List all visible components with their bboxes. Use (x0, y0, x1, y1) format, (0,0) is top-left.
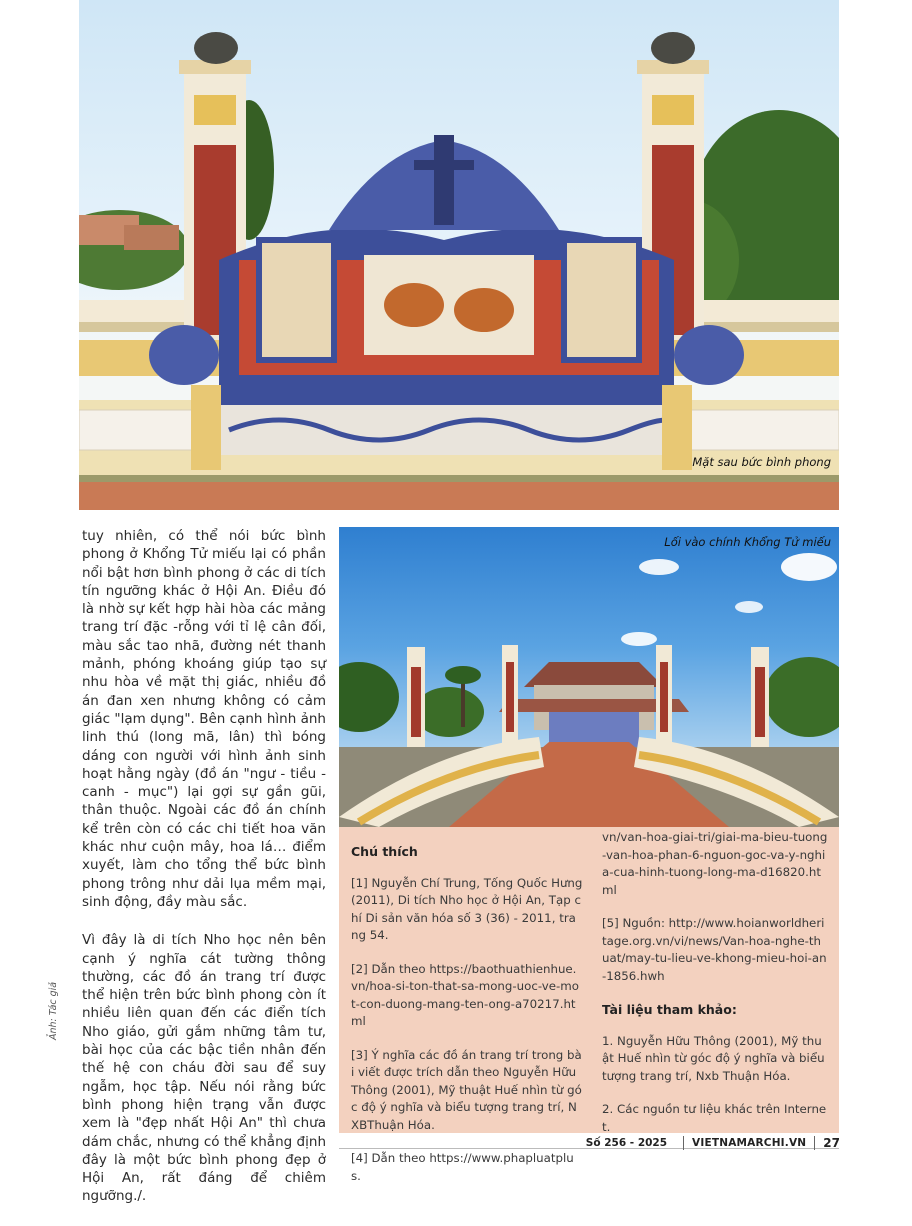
notes-heading: Chú thích (351, 844, 418, 859)
footer-separator (814, 1136, 815, 1150)
article-paragraph: Vì đây là di tích Nho học nên bên cạnh ý nghĩa cát tường thông thường, các đồ án trang trí được thể hiện trên bức bình phong còn ít nhiều liên quan đến các điển tích Nho giáo, gửi gắm những tâm tư, bài học của các bậc tiền nhân đến thế hệ con cháu đời sau để suy ngẫm, học tập. Nếu nói rằng bức bình phong hiện trạng vẫn được xem là "đẹp nhất Hội An" thì chưa dám chắc, nhưng có thể khẳng định đây là một bức bình phong đẹp ở Hội An, rất đáng để chiêm ngưỡng./. (82, 932, 326, 1205)
references-heading: Tài liệu tham khảo: (602, 1002, 737, 1017)
reference-item: 2. Các nguồn tư liệu khác trên Internet. (602, 1102, 827, 1134)
notes-right-column (602, 829, 828, 1152)
issue-number: Số 256 - 2025 (585, 1137, 668, 1149)
reference-item: 1. Nguyễn Hữu Thông (2001), Mỹ thuật Huế nhìn từ góc độ ý nghĩa và biểu tượng trang trí, Nxb Thuận Hóa. (602, 1033, 825, 1083)
temple-entrance-illustration (339, 527, 839, 827)
magazine-brand: VIETNAMARCHI.VN (692, 1137, 807, 1149)
right-photo-temple-entrance (339, 527, 839, 827)
page-number: 27 (823, 1136, 840, 1150)
footer-separator (683, 1136, 684, 1150)
note-item: vn/van-hoa-giai-tri/giai-ma-bieu-tuong-van-hoa-phan-6-nguon-goc-va-y-nghia-cua-hinh-tuong-long-ma-d16820.html (602, 830, 828, 897)
note-item: [1] Nguyễn Chí Trung, Tống Quốc Hưng (2011), Di tích Nho học ở Hội An, Tạp chí Di sản văn hóa số 3 (36) - 2011, trang 54. (351, 875, 583, 942)
note-item: [5] Nguồn: http://www.hoianworldheritage.org.vn/vi/news/Van-hoa-nghe-thuat/may-tu-lieu-ve-khong-mieu-hoi-an-1856.hwh (602, 916, 827, 983)
page-footer (586, 1136, 840, 1150)
note-item: [3] Ý nghĩa các đồ án trang trí trong bài viết được trích dẫn theo Nguyễn Hữu Thông (2001), Mỹ thuật Huế nhìn từ góc độ ý nghĩa và biểu tượng trang trí, NXBThuận Hóa. (351, 1047, 582, 1132)
article-paragraph: tuy nhiên, có thể nói bức bình phong ở Khổng Tử miếu lại có phần nổi bật hơn bình phong ở các di tích tín ngưỡng khác ở Hội An. Điều đó là nhờ sự kết hợp hài hòa các mảng trang trí đặc -rỗng với tỉ lệ cân đối, màu sắc tao nhã, đường nét thanh mảnh, phóng khoáng giúp tạo sự nhu hòa về mặt thị giác, nhiều đồ án đan xen nhưng không có cảm giác "lạm dụng". Bên cạnh hình ảnh linh thú (long mã, lân) thì bóng dáng con người với hình ảnh sinh hoạt hằng ngày (đồ án "ngư - tiều - canh - mục") lại gợi sự gần gũi, thân thuộc. Ngoài các đồ án chính kể trên còn có các chi tiết hoa văn khác như cuộn mây, hoa lá… điểm xuyết, làm cho tổng thể bức bình phong trông như dải lụa mềm mại, sinh động, đầy màu sắc. (82, 528, 326, 910)
note-item: [4] Dẫn theo https://www.phapluatplus. (351, 1151, 574, 1183)
right-photo-caption: Lối vào chính Khổng Tử miếu (664, 535, 831, 549)
photo-credit: Ảnh: Tác giả (48, 981, 59, 1040)
note-item: [2] Dẫn theo https://baothuathienhue.vn/hoa-si-ton-that-sa-mong-uoc-ve-mot-con-duong-mang-ten-ong-a70217.html (351, 961, 579, 1028)
article-text-column (82, 527, 326, 1226)
top-photo-caption: Mặt sau bức bình phong (692, 455, 831, 469)
top-photo-screen-wall (79, 0, 839, 510)
screen-wall-illustration (79, 0, 839, 510)
